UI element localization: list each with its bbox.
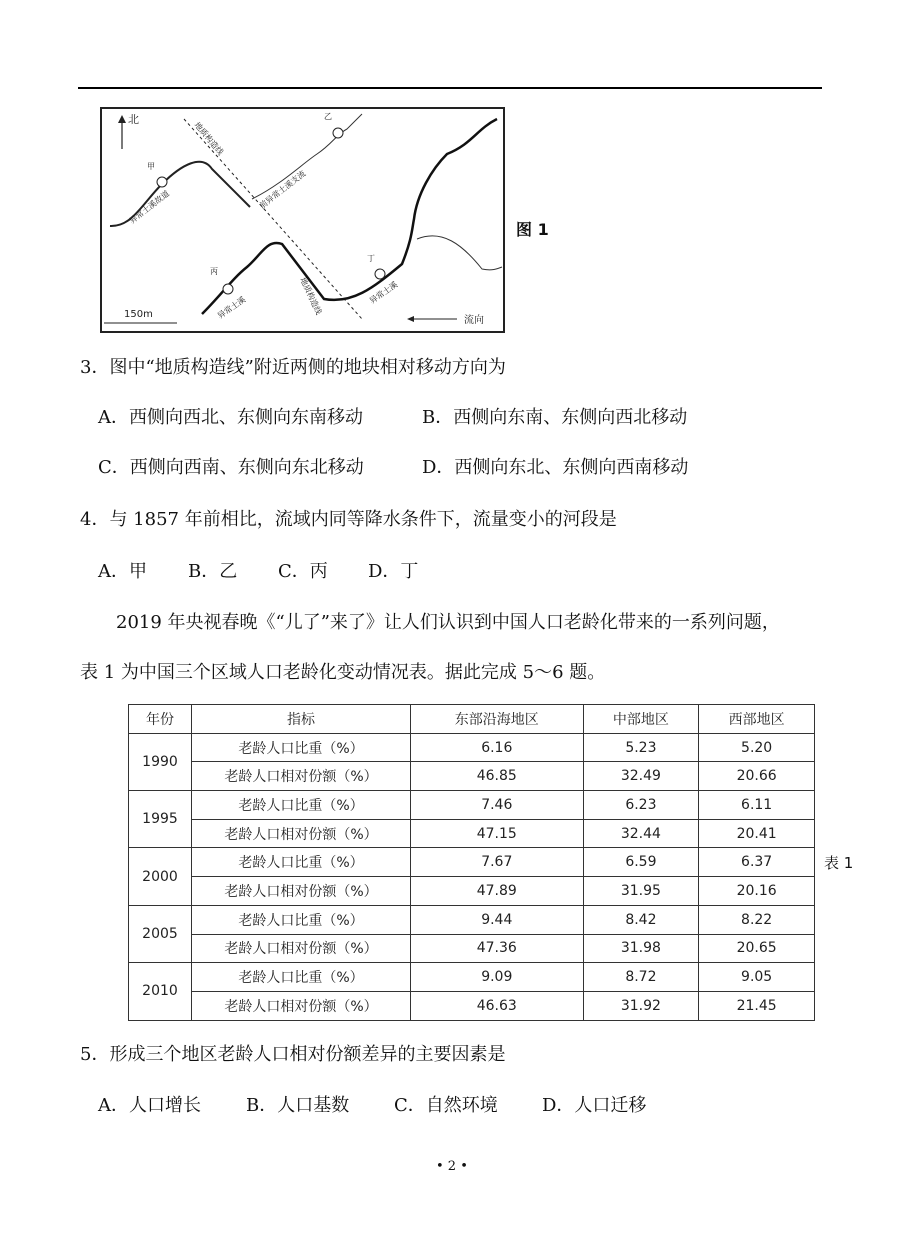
river xyxy=(202,119,497,317)
table-cell: 5.20 xyxy=(699,733,815,762)
q5-option-b: B．人口基数 xyxy=(246,1095,350,1116)
site-yi-marker xyxy=(333,128,343,138)
page-number: • 2 • xyxy=(436,1159,468,1174)
river-label-bing: 异常土溪 xyxy=(215,294,248,321)
table-cell: 47.15 xyxy=(411,819,584,848)
table-row xyxy=(129,991,815,1020)
table-cell: 9.44 xyxy=(411,905,584,934)
table-cell: 9.05 xyxy=(699,963,815,992)
north-arrow-icon xyxy=(118,115,126,149)
flow-label: 流向 xyxy=(464,315,484,326)
q3-option-b: B．西侧向东南、东侧向西北移动 xyxy=(422,407,688,428)
table-cell: 老龄人口比重（%） xyxy=(192,905,411,934)
table-cell: 20.65 xyxy=(699,934,815,963)
table-cell: 46.85 xyxy=(411,762,584,791)
table-cell: 32.49 xyxy=(583,762,699,791)
table-cell: 老龄人口相对份额（%） xyxy=(192,819,411,848)
table-cell: 老龄人口比重（%） xyxy=(192,848,411,877)
table-cell: 46.63 xyxy=(411,991,584,1020)
site-ding-marker xyxy=(375,269,385,279)
label-jia: 甲 xyxy=(147,162,155,171)
table-cell: 32.44 xyxy=(583,819,699,848)
table-cell: 31.98 xyxy=(583,934,699,963)
year-cell: 2000 xyxy=(129,848,192,905)
table-row xyxy=(129,819,815,848)
site-bing-marker xyxy=(223,284,233,294)
q5-option-d: D．人口迁移 xyxy=(542,1095,647,1116)
scale-label: 150m xyxy=(124,309,153,320)
table-cell: 老龄人口相对份额（%） xyxy=(192,991,411,1020)
table-row xyxy=(129,905,815,934)
table-cell: 31.92 xyxy=(583,991,699,1020)
header-rule xyxy=(78,87,822,89)
header-west: 西部地区 xyxy=(699,705,815,734)
site-jia-marker xyxy=(157,177,167,187)
table-cell: 9.09 xyxy=(411,963,584,992)
fault-line xyxy=(184,119,362,319)
table-row xyxy=(129,733,815,762)
table-cell: 7.46 xyxy=(411,791,584,820)
figure-1-map xyxy=(100,107,505,333)
label-bing: 丙 xyxy=(210,267,218,276)
table-row xyxy=(129,848,815,877)
figure-1-caption: 图 1 xyxy=(516,220,549,239)
q4-option-a: A．甲 xyxy=(98,561,147,582)
header-year: 年份 xyxy=(129,705,192,734)
table-cell: 老龄人口比重（%） xyxy=(192,963,411,992)
table-row xyxy=(129,791,815,820)
table-header-row xyxy=(129,705,815,734)
table-cell: 6.59 xyxy=(583,848,699,877)
table-cell: 7.67 xyxy=(411,848,584,877)
table-1 xyxy=(128,704,815,1021)
table-row xyxy=(129,934,815,963)
table-row xyxy=(129,963,815,992)
header-east: 东部沿海地区 xyxy=(411,705,584,734)
tributary-label: 前异常土溪支流 xyxy=(257,169,308,211)
q3-option-d: D．西侧向东北、东侧向西南移动 xyxy=(422,457,689,478)
header-indicator: 指标 xyxy=(192,705,411,734)
north-label: 北 xyxy=(128,113,139,126)
year-cell: 2005 xyxy=(129,905,192,962)
table-cell: 6.11 xyxy=(699,791,815,820)
label-yi: 乙 xyxy=(324,112,332,121)
river-label-ding: 异常土溪 xyxy=(367,279,400,306)
header-central: 中部地区 xyxy=(583,705,699,734)
table-cell: 老龄人口比重（%） xyxy=(192,733,411,762)
table-cell: 6.23 xyxy=(583,791,699,820)
table-cell: 20.41 xyxy=(699,819,815,848)
table-1-caption: 表 1 xyxy=(824,854,854,872)
table-cell: 8.42 xyxy=(583,905,699,934)
table-cell: 8.22 xyxy=(699,905,815,934)
table-cell: 6.37 xyxy=(699,848,815,877)
q5-option-c: C．自然环境 xyxy=(394,1095,498,1116)
fault-label-north: 地质构造线 xyxy=(192,120,226,157)
table-cell: 6.16 xyxy=(411,733,584,762)
table-cell: 老龄人口相对份额（%） xyxy=(192,934,411,963)
table-cell: 老龄人口比重（%） xyxy=(192,791,411,820)
intro-line-2: 表 1 为中国三个区域人口老龄化变动情况表。据此完成 5～6 题。 xyxy=(80,662,606,683)
q3-option-c: C．西侧向西南、东侧向东北移动 xyxy=(98,457,364,478)
q3-stem: 3．图中“地质构造线”附近两侧的地块相对移动方向为 xyxy=(80,357,506,378)
q5-stem: 5．形成三个地区老龄人口相对份额差异的主要因素是 xyxy=(80,1044,506,1065)
q3-option-a: A．西侧向西北、东侧向东南移动 xyxy=(98,407,363,428)
table-cell: 老龄人口相对份额（%） xyxy=(192,762,411,791)
table-cell: 21.45 xyxy=(699,991,815,1020)
q4-option-d: D．丁 xyxy=(368,561,419,582)
year-cell: 2010 xyxy=(129,963,192,1020)
q5-option-a: A．人口增长 xyxy=(98,1095,201,1116)
year-cell: 1990 xyxy=(129,733,192,790)
table-cell: 20.66 xyxy=(699,762,815,791)
year-cell: 1995 xyxy=(129,791,192,848)
table-row xyxy=(129,877,815,906)
tributary xyxy=(252,114,362,199)
q4-stem: 4．与 1857 年前相比，流域内同等降水条件下，流量变小的河段是 xyxy=(80,509,617,530)
intro-line-1: 2019 年央视春晚《“儿了”来了》让人们认识到中国人口老龄化带来的一系列问题， xyxy=(116,612,780,633)
label-ding: 丁 xyxy=(367,254,375,263)
fault-label-south: 地质构造线 xyxy=(298,276,324,317)
q4-option-c: C．丙 xyxy=(278,561,328,582)
table-cell: 5.23 xyxy=(583,733,699,762)
table-cell: 31.95 xyxy=(583,877,699,906)
q4-option-b: B．乙 xyxy=(188,561,238,582)
table-cell: 老龄人口相对份额（%） xyxy=(192,877,411,906)
table-row xyxy=(129,762,815,791)
old-channel-label: 异常土溪故道 xyxy=(127,188,172,226)
table-cell: 8.72 xyxy=(583,963,699,992)
table-cell: 47.89 xyxy=(411,877,584,906)
table-cell: 47.36 xyxy=(411,934,584,963)
table-cell: 20.16 xyxy=(699,877,815,906)
